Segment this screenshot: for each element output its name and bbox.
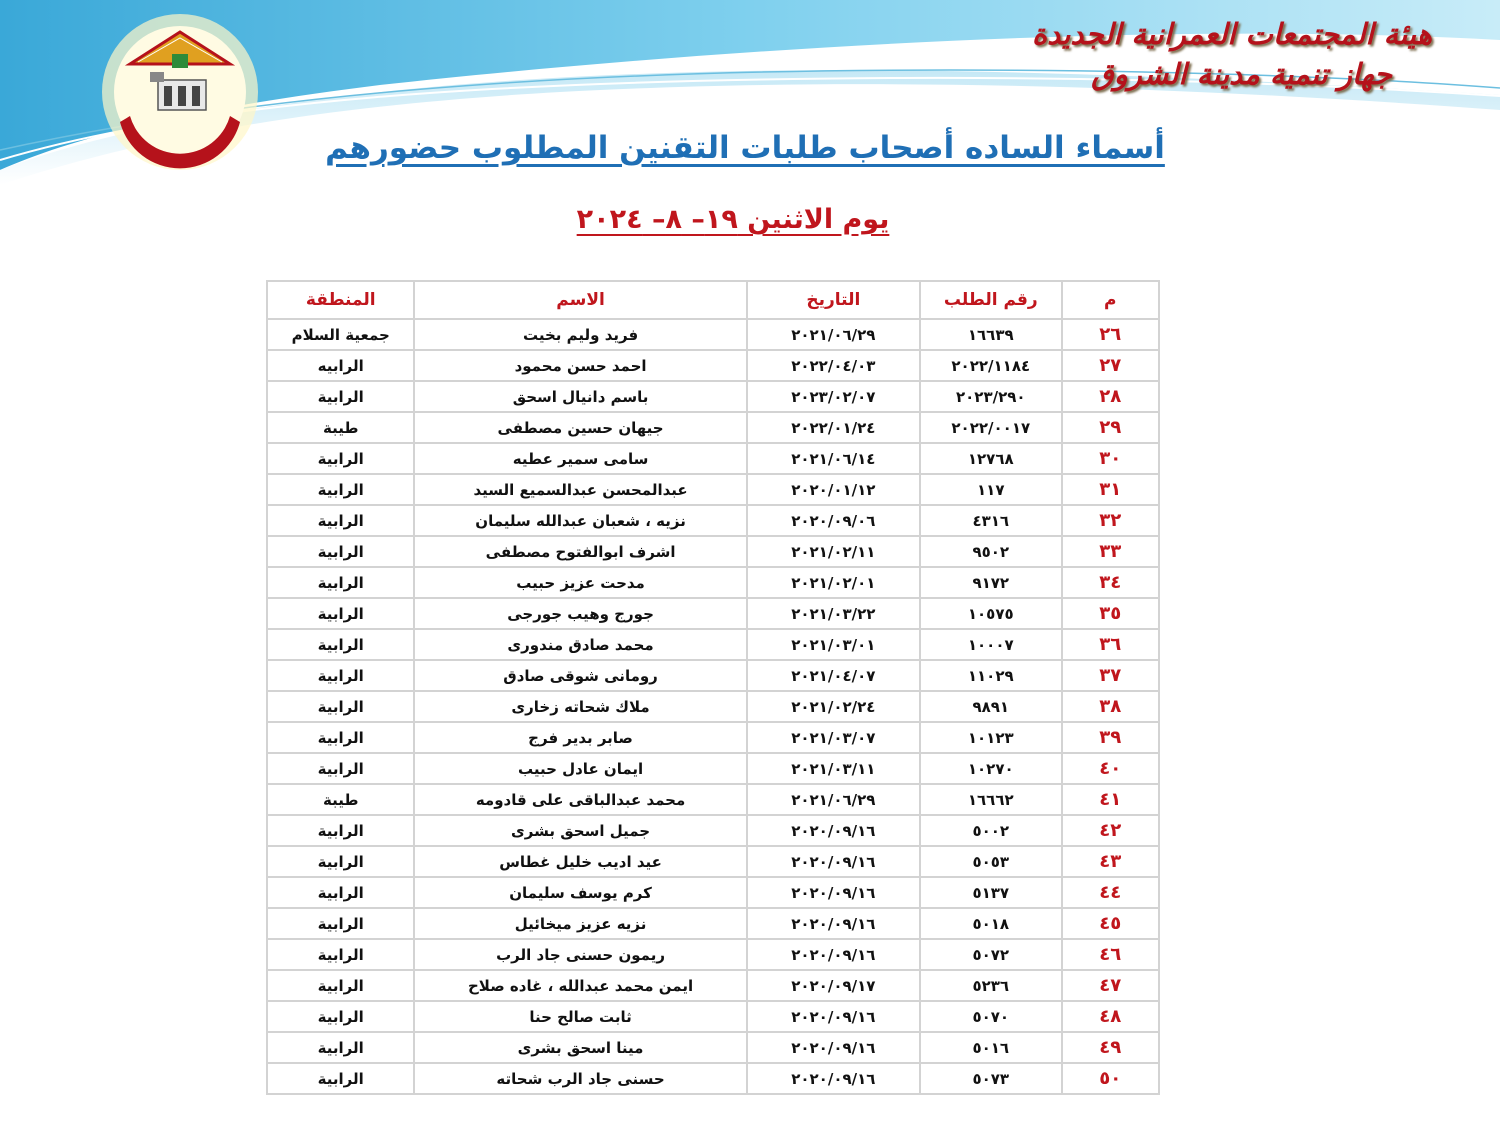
row-number: ٢٧ [1062, 350, 1159, 381]
request-number: ٢٠٢٣/٢٩٠ [920, 381, 1062, 412]
request-date: ٢٠٢١/٠٦/٢٩ [747, 784, 920, 815]
row-number: ٣٧ [1062, 660, 1159, 691]
col-header-name: الاسم [414, 281, 746, 319]
request-date: ٢٠٢٣/٠٢/٠٧ [747, 381, 920, 412]
request-date: ٢٠٢٠/٠٩/٠٦ [747, 505, 920, 536]
request-date: ٢٠٢٠/٠٩/١٦ [747, 1001, 920, 1032]
table-row [267, 567, 1159, 598]
request-date: ٢٠٢١/٠٢/١١ [747, 536, 920, 567]
table-row [267, 1032, 1159, 1063]
request-number: ٥٠٧٠ [920, 1001, 1062, 1032]
table-row [267, 598, 1159, 629]
area-name: الرابية [267, 908, 414, 939]
row-number: ٤٧ [1062, 970, 1159, 1001]
area-name: جمعية السلام [267, 319, 414, 350]
area-name: الرابية [267, 722, 414, 753]
table-row [267, 815, 1159, 846]
request-date: ٢٠٢٠/٠٩/١٦ [747, 908, 920, 939]
table-row [267, 784, 1159, 815]
request-number: ٥٠١٦ [920, 1032, 1062, 1063]
page-title [0, 130, 1500, 166]
table-row [267, 1063, 1159, 1094]
request-number: ١٠٥٧٥ [920, 598, 1062, 629]
request-number: ٥٠١٨ [920, 908, 1062, 939]
col-header-request-no: رقم الطلب [920, 281, 1062, 319]
request-number: ١٠١٢٣ [920, 722, 1062, 753]
applicant-name: اشرف ابوالفتوح مصطفى [414, 536, 746, 567]
table-row [267, 505, 1159, 536]
request-number: ٥٠٥٣ [920, 846, 1062, 877]
request-date: ٢٠٢١/٠٣/٠٧ [747, 722, 920, 753]
table-row [267, 722, 1159, 753]
area-name: الرابية [267, 970, 414, 1001]
row-number: ٤٤ [1062, 877, 1159, 908]
request-number: ١٦٦٦٢ [920, 784, 1062, 815]
organization-name [1032, 14, 1432, 94]
applicant-name: ريمون حسنى جاد الرب [414, 939, 746, 970]
request-date: ٢٠٢٢/٠٤/٠٣ [747, 350, 920, 381]
applicant-name: محمد صادق مندورى [414, 629, 746, 660]
applicant-name: جورج وهيب جورجى [414, 598, 746, 629]
request-date: ٢٠٢١/٠٦/٢٩ [747, 319, 920, 350]
org-line1: هيئة المجتمعات العمرانية الجديدة [1031, 17, 1432, 51]
area-name: الرابية [267, 815, 414, 846]
request-number: ٢٠٢٢/١١٨٤ [920, 350, 1062, 381]
area-name: الرابية [267, 505, 414, 536]
row-number: ٣١ [1062, 474, 1159, 505]
row-number: ٣٦ [1062, 629, 1159, 660]
col-header-date: التاريخ [747, 281, 920, 319]
request-number: ٢٠٢٢/٠٠١٧ [920, 412, 1062, 443]
attendees-table [266, 280, 1160, 1095]
area-name: الرابية [267, 691, 414, 722]
request-date: ٢٠٢٠/٠٩/١٦ [747, 939, 920, 970]
request-date: ٢٠٢١/٠٢/٢٤ [747, 691, 920, 722]
request-number: ١١٧ [920, 474, 1062, 505]
row-number: ٤١ [1062, 784, 1159, 815]
row-number: ٢٩ [1062, 412, 1159, 443]
table-row [267, 319, 1159, 350]
table-row [267, 660, 1159, 691]
request-number: ٩٨٩١ [920, 691, 1062, 722]
area-name: الرابية [267, 846, 414, 877]
table-row [267, 846, 1159, 877]
table-row [267, 908, 1159, 939]
area-name: الرابية [267, 877, 414, 908]
col-header-area: المنطقة [267, 281, 414, 319]
request-date: ٢٠٢١/٠٢/٠١ [747, 567, 920, 598]
applicant-name: باسم دانيال اسحق [414, 381, 746, 412]
request-date: ٢٠٢١/٠٤/٠٧ [747, 660, 920, 691]
table-row [267, 350, 1159, 381]
request-number: ٥٠٧٢ [920, 939, 1062, 970]
col-header-m: م [1062, 281, 1159, 319]
applicant-name: نزيه ، شعبان عبدالله سليمان [414, 505, 746, 536]
area-name: الرابية [267, 567, 414, 598]
table-row [267, 970, 1159, 1001]
row-number: ٣٩ [1062, 722, 1159, 753]
area-name: الرابية [267, 1001, 414, 1032]
applicant-name: عيد اديب خليل غطاس [414, 846, 746, 877]
area-name: الرابيه [267, 350, 414, 381]
request-number: ١٠٠٠٧ [920, 629, 1062, 660]
area-name: الرابية [267, 474, 414, 505]
applicant-name: ثابت صالح حنا [414, 1001, 746, 1032]
request-number: ٥٠٠٢ [920, 815, 1062, 846]
request-date: ٢٠٢١/٠٣/١١ [747, 753, 920, 784]
request-date: ٢٠٢٠/٠٩/١٦ [747, 877, 920, 908]
request-date: ٢٠٢٠/٠٩/١٦ [747, 1063, 920, 1094]
row-number: ٤٨ [1062, 1001, 1159, 1032]
applicant-name: فريد وليم بخيت [414, 319, 746, 350]
applicant-name: صابر بدير فرج [414, 722, 746, 753]
row-number: ٤٩ [1062, 1032, 1159, 1063]
request-number: ١١٠٢٩ [920, 660, 1062, 691]
org-line2: جهاز تنمية مدينة الشروق [1091, 57, 1392, 91]
page-subtitle-text: يوم الاثنين ١٩– ٨– ٢٠٢٤ [576, 204, 890, 235]
row-number: ٤٦ [1062, 939, 1159, 970]
row-number: ٣٣ [1062, 536, 1159, 567]
table-row [267, 1001, 1159, 1032]
applicant-name: رومانى شوقى صادق [414, 660, 746, 691]
row-number: ٢٦ [1062, 319, 1159, 350]
area-name: الرابية [267, 753, 414, 784]
area-name: طيبة [267, 412, 414, 443]
request-date: ٢٠٢٢/٠١/٢٤ [747, 412, 920, 443]
area-name: الرابية [267, 443, 414, 474]
row-number: ٤٥ [1062, 908, 1159, 939]
row-number: ٣٠ [1062, 443, 1159, 474]
table-row [267, 474, 1159, 505]
table-row [267, 753, 1159, 784]
table-row [267, 691, 1159, 722]
request-number: ١٦٦٣٩ [920, 319, 1062, 350]
area-name: الرابية [267, 598, 414, 629]
request-number: ١٠٢٧٠ [920, 753, 1062, 784]
applicant-name: محمد عبدالباقى على قادومه [414, 784, 746, 815]
applicant-name: حسنى جاد الرب شحاته [414, 1063, 746, 1094]
table-row [267, 536, 1159, 567]
applicant-name: جيهان حسين مصطفى [414, 412, 746, 443]
area-name: الرابية [267, 381, 414, 412]
area-name: الرابية [267, 629, 414, 660]
row-number: ٥٠ [1062, 1063, 1159, 1094]
request-number: ٩٥٠٢ [920, 536, 1062, 567]
table-row [267, 412, 1159, 443]
applicant-name: مينا اسحق بشرى [414, 1032, 746, 1063]
applicant-name: ايمن محمد عبدالله ، غاده صلاح [414, 970, 746, 1001]
table-row [267, 629, 1159, 660]
area-name: الرابية [267, 1063, 414, 1094]
request-date: ٢٠٢٠/٠٩/١٦ [747, 815, 920, 846]
area-name: الرابية [267, 939, 414, 970]
applicant-name: جميل اسحق بشرى [414, 815, 746, 846]
applicant-name: كرم يوسف سليمان [414, 877, 746, 908]
row-number: ٤٣ [1062, 846, 1159, 877]
applicant-name: عبدالمحسن عبدالسميع السيد [414, 474, 746, 505]
table-row [267, 877, 1159, 908]
row-number: ٣٥ [1062, 598, 1159, 629]
area-name: الرابية [267, 1032, 414, 1063]
row-number: ٤٢ [1062, 815, 1159, 846]
request-number: ٩١٧٢ [920, 567, 1062, 598]
request-date: ٢٠٢١/٠٦/١٤ [747, 443, 920, 474]
request-number: ١٢٧٦٨ [920, 443, 1062, 474]
page-subtitle [0, 204, 1500, 235]
table-row [267, 443, 1159, 474]
request-number: ٥٠٧٣ [920, 1063, 1062, 1094]
request-number: ٥١٣٧ [920, 877, 1062, 908]
applicant-name: ملاك شحاته زخارى [414, 691, 746, 722]
request-date: ٢٠٢٠/٠٩/١٧ [747, 970, 920, 1001]
request-date: ٢٠٢١/٠٣/٠١ [747, 629, 920, 660]
area-name: طيبة [267, 784, 414, 815]
applicant-name: ايمان عادل حبيب [414, 753, 746, 784]
request-number: ٤٣١٦ [920, 505, 1062, 536]
applicant-name: احمد حسن محمود [414, 350, 746, 381]
request-date: ٢٠٢٠/٠٩/١٦ [747, 846, 920, 877]
row-number: ٤٠ [1062, 753, 1159, 784]
request-date: ٢٠٢١/٠٣/٢٢ [747, 598, 920, 629]
area-name: الرابية [267, 660, 414, 691]
row-number: ٣٤ [1062, 567, 1159, 598]
applicant-name: مدحت عزيز حبيب [414, 567, 746, 598]
request-number: ٥٢٣٦ [920, 970, 1062, 1001]
page-title-text: أسماء الساده أصحاب طلبات التقنين المطلوب حضورهم [325, 130, 1165, 166]
row-number: ٢٨ [1062, 381, 1159, 412]
table-row [267, 939, 1159, 970]
table-row [267, 381, 1159, 412]
request-date: ٢٠٢٠/٠١/١٢ [747, 474, 920, 505]
row-number: ٣٨ [1062, 691, 1159, 722]
applicant-name: سامى سمير عطيه [414, 443, 746, 474]
area-name: الرابية [267, 536, 414, 567]
row-number: ٣٢ [1062, 505, 1159, 536]
table-header-row [267, 281, 1159, 319]
request-date: ٢٠٢٠/٠٩/١٦ [747, 1032, 920, 1063]
applicant-name: نزيه عزيز ميخائيل [414, 908, 746, 939]
